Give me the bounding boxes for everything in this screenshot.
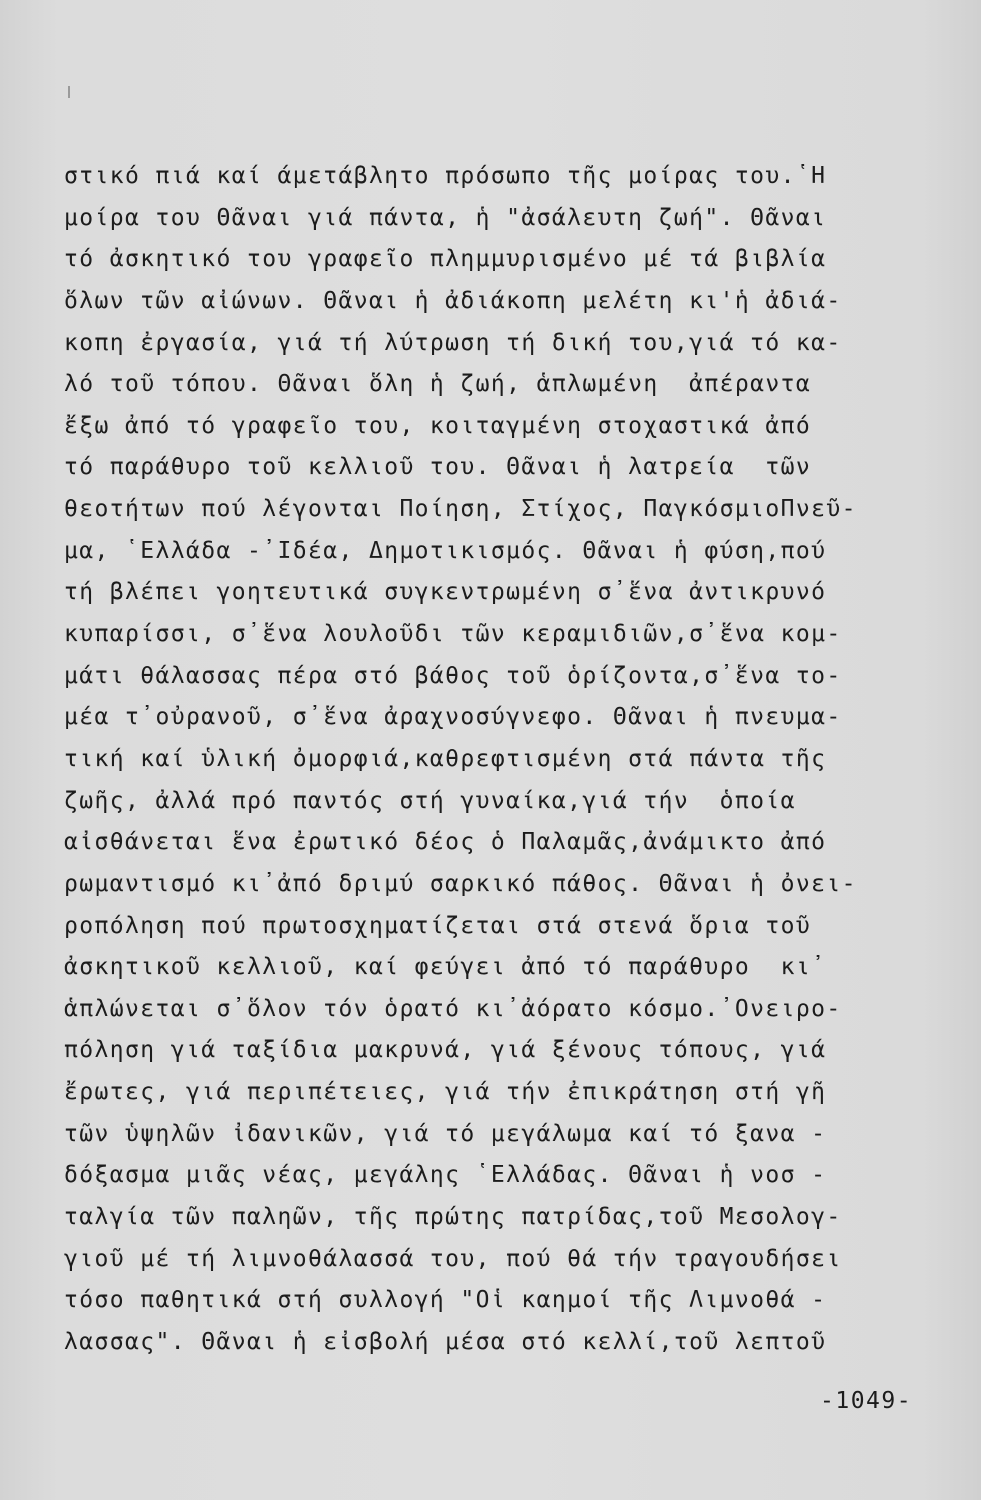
text-line: κυπαρίσσι, σ᾽ἕνα λουλοῦδι τῶν κεραμιδιῶν,σ᾽ἕνα κομ-: [64, 621, 842, 648]
text-line: ὅλων τῶν αἰώνων. Θᾶναι ἡ ἀδιάκοπη μελέτη κι'ἡ ἀδιά-: [64, 287, 842, 314]
text-line: κοπη ἐργασία, γιά τή λύτρωση τή δική του,γιά τό κα-: [64, 329, 842, 356]
text-line: μάτι θάλασσας πέρα στό βάθος τοῦ ὁρίζοντα,σ᾽ἕνα το-: [64, 662, 842, 689]
text-line: ἔξω ἀπό τό γραφεῖο του, κοιταγμένη στοχαστικά ἀπό: [64, 412, 812, 439]
text-line: ἀσκητικοῦ κελλιοῦ, καί φεύγει ἀπό τό παράθυρο κι᾽: [64, 954, 827, 981]
text-line: τόσο παθητικά στή συλλογή "Οἱ καημοί τῆς Λιμνοθά -: [64, 1287, 827, 1314]
text-line: τή βλέπει γοητευτικά συγκεντρωμένη σ᾽ἕνα ἀντικρυνό: [64, 579, 827, 606]
text-line: αἰσθάνεται ἕνα ἐρωτικό δέος ὁ Παλαμᾶς,ἀνάμικτο ἀπό: [64, 829, 827, 856]
text-line: τική καί ὑλική ὀμορφιά,καθρεφτισμένη στά πάντα τῆς: [64, 745, 827, 772]
text-line: λασσας". Θᾶναι ἡ εἰσβολή μέσα στό κελλί,τοῦ λεπτοῦ: [64, 1328, 827, 1355]
text-line: τό ἀσκητικό του γραφεῖο πλημμυρισμένο μέ τά βιβλία: [64, 246, 827, 273]
text-line: ρωμαντισμό κι᾽ἀπό δριμύ σαρκικό πάθος. Θᾶναι ἡ ὀνει-: [64, 870, 857, 897]
text-line: τό παράθυρο τοῦ κελλιοῦ του. Θᾶναι ἡ λατρεία τῶν: [64, 454, 812, 481]
page-number: -1049-: [820, 1388, 913, 1414]
text-line: πόληση γιά ταξίδια μακρυνά, γιά ξένους τόπους, γιά: [64, 1037, 827, 1064]
text-line: δόξασμα μιᾶς νέας, μεγάλης ῾Ελλάδας. Θᾶναι ἡ νοσ -: [64, 1162, 827, 1189]
text-line: στικό πιά καί άμετάβλητο πρόσωπο τῆς μοίρας του.῾Η: [64, 163, 827, 189]
text-line: λό τοῦ τόπου. Θᾶναι ὅλη ἡ ζωή, ἁπλωμένη ἀπέραντα: [64, 371, 812, 398]
text-line: μοίρα του Θᾶναι γιά πάντα, ἡ "ἀσάλευτη ζωή". Θᾶναι: [64, 204, 827, 231]
text-line: ἔρωτες, γιά περιπέτειες, γιά τήν ἐπικράτηση στή γῆ: [64, 1079, 827, 1106]
text-line: γιοῦ μέ τή λιμνοθάλασσά του, πού θά τήν τραγουδήσει: [64, 1245, 842, 1272]
text-line: ζωῆς, ἀλλά πρό παντός στή γυναίκα,γιά τήν ὁποία: [64, 787, 796, 814]
text-line: ἁπλώνεται σ᾽ὅλον τόν ὁρατό κι᾽ἀόρατο κόσμο.᾽Ονειρο-: [64, 995, 842, 1022]
text-line: ροπόληση πού πρωτοσχηματίζεται στά στενά ὅρια τοῦ: [64, 912, 812, 939]
text-line: τῶν ὑψηλῶν ἰδανικῶν, γιά τό μεγάλωμα καί τό ξανα -: [64, 1120, 827, 1147]
text-line: θεοτήτων πού λέγονται Ποίηση, Στίχος, ΠαγκόσμιοΠνεῦ-: [64, 496, 857, 523]
text-line: ταλγία τῶν παληῶν, τῆς πρώτης πατρίδας,τοῦ Μεσολογ-: [64, 1204, 842, 1231]
body-text: [64, 156, 924, 1364]
text-line: μέα τ᾽οὐρανοῦ, σ᾽ἕνα ἀραχνοσύγνεφο. Θᾶναι ἡ πνευμα-: [64, 704, 842, 731]
text-line: μα, ῾Ελλάδα -᾽Ιδέα, Δημοτικισμός. Θᾶναι ἡ φύση,πού: [64, 537, 827, 564]
margin-mark: [68, 86, 70, 98]
